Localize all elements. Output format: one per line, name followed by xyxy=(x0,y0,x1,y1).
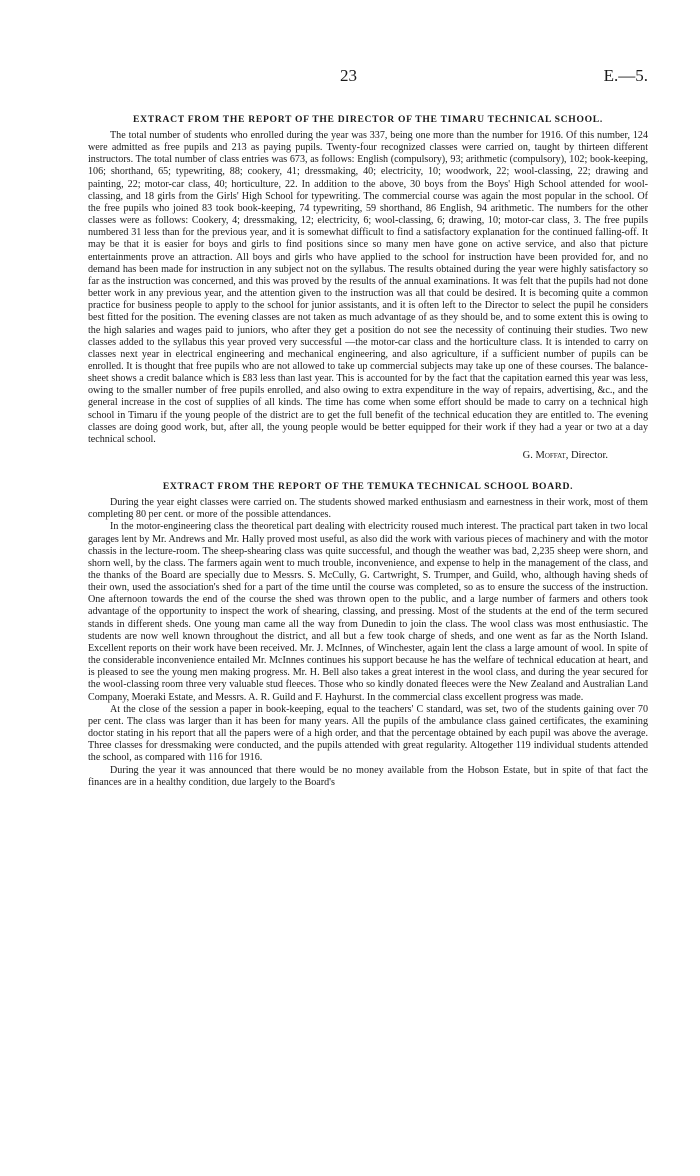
paragraph-temuka-4: During the year it was announced that there would be no money available from the Hobson Estate, but in spite of that fact the finances are in a healthy condition, due largely to the Board's xyxy=(88,764,648,788)
signature xyxy=(88,450,608,461)
signature-title: , Director. xyxy=(565,450,608,462)
signature-name: G. Moffat xyxy=(522,450,566,462)
document-page xyxy=(88,66,648,789)
page-header xyxy=(88,66,648,96)
section-heading-timaru: EXTRACT FROM THE REPORT OF THE DIRECTOR OF THE TIMARU TECHNICAL SCHOOL. xyxy=(133,114,603,125)
paragraph-temuka-2: In the motor-engineering class the theoretical part dealing with electricity roused much interest. The practical part taken in two local garages lent by Mr. Andrews and Mr. Hally proved most useful, as also did the work with various pieces of machinery and with the motor chassis in the lecture-room. The sheep-shearing class was quite successful, and though the weather was bad, 2,235 sheep were shorn, and shorn well, by the class. The farmers again went to much trouble, inconvenience, and expense to help in the management of the class, and the thanks of the Board are specially due to Messrs. S. McCully, G. Cartwright, S. Trumper, and Guild, who, although having sheds of their own, used the association's shed for a part of the time until the course was completed, so as to ensure the success of the instruction. One afternoon towards the end of the course the shed was thrown open to the public, and a large number of farmers and others took advantage of the opportunity to inspect the work of shearing, classing, and pressing. Most of the students at the end of the term secured stands in different sheds. One young man came all the way from Dunedin to join the class. The wool class was most enthusiastic. The students are now well known throughout the district, and all but a few took charge of sheds, and one went as far as the North Island. Excellent reports on their work have been received. Mr. J. McInnes, of Winchester, again lent the class a large amount of wool. In spite of the considerable inconvenience entailed Mr. McInnes continues his support because he has the welfare of technical education at heart, and is pleased to see the young men making progress. Mr. H. Bell also takes a great interest in the wool class, and during the year secured for the wool-classing room three very valuable stud fleeces. Those who so kindly donated fleeces were the New Zealand and Australian Land Company, Moeraki Estate, and Messrs. A. R. Guild and F. Hayhurst. In the commercial class excellent progress was made. xyxy=(88,521,648,703)
document-code: E.—5. xyxy=(603,66,648,85)
section-heading-temuka: EXTRACT FROM THE REPORT OF THE TEMUKA TECHNICAL SCHOOL BOARD. xyxy=(162,481,574,493)
paragraph-temuka-3: At the close of the session a paper in book-keeping, equal to the teachers' C standard, was set, two of the students gaining over 70 per cent. The class was larger than it has been for many years. All the pupils of the ambulance class gained certificates, the examining doctor stating in his report that all the papers were of a high order, and that the percentage obtained by each pupil was above the average. Three classes for dressmaking were conducted, and the pupils attended with great regularity. Altogether 119 individual students attended the school, as compared with 116 for 1916. xyxy=(88,703,648,764)
paragraph-temuka-1: During the year eight classes were carried on. The students showed marked enthusiasm and earnestness in their work, most of them completing 80 per cent. or more of the possible attendances. xyxy=(88,497,648,521)
page-number: 23 xyxy=(340,66,357,85)
paragraph-timaru-report: The total number of students who enrolled during the year was 337, being one more than the number for 1916. Of this number, 124 were admitted as free pupils and 213 as paying pupils. Twenty-four recognized classes were carried on, taught by thirteen different instructors. The total number of class entries was 673, as follows: English (compulsory), 93; arithmetic (compulsory), 102; book-keeping, 106; shorthand, 65; typewriting, 88; cookery, 41; dressmaking, 40; electricity, 10; woodwork, 22; wool-classing, 22; drawing and painting, 22; motor-car class, 40; horticulture, 22. In addition to the above, 30 boys from the Boys' High School attended for wool-classing, and 18 girls from the Girls' High School for typewriting. The commercial course was again the most popular in the school. Of the free pupils who joined 83 took book-keeping, 74 typewriting, 59 shorthand, 86 English, 94 arithmetic. The numbers for the other classes were as follows: Cookery, 4; dressmaking, 12; electricity, 6; wool-classing, 6; drawing, 10; motor-car class, 3. The free pupils numbered 31 less than for the previous year, and it is somewhat difficult to find a satisfactory explanation for the continued falling-off. It may be that it is easier for boys and girls to find positions since so many men have gone on active service, and also that picture entertainments prove an attraction. All boys and girls who have applied to the school for instruction have been provided for, and no demand has been made for instruction in any subject not on the syllabus. The results obtained during the year were highly satisfactory so far as the instruction was concerned, and this was proved by the results of the annual examinations. It was felt that the pupils had not done better work in any previous year, and the attention given to the instruction was all that could be desired. It is becoming quite a common practice for business people to apply to the school for junior assistants, and it is often left to the Director to select the pupil he considers best fitted for the position. The evening classes are not taken as much advantage of as they should be, and to some extent this is owing to the high salaries and wages paid to juniors, who after they get a position do not see the necessity of continuing their studies. Two new classes added to the syllabus this year proved very successful —the motor-car class and the horticulture class. It is intended to carry on classes next year in electrical engineering and mechanical engineering, and also agriculture, if a sufficient number of pupils can be enrolled. It is thought that free pupils who are not allowed to take up commercial subjects may take up one of these courses. The balance-sheet shows a credit balance which is £83 less than last year. This is accounted for by the fact that the capitation earned this year was less, owing to the smaller number of free pupils enrolled, and also owing to extra expenditure in the way of repairs, advertising, &c., and the general increase in the cost of supplies of all kinds. The time has come when some effort should be made to carry on a technical high school in Timaru if the young people of the district are to get the full benefit of the technical education they are entitled to. The evening classes are doing good work, but, after all, the young people would be better equipped for their work if they had a year or two at a day technical school. xyxy=(88,130,648,445)
